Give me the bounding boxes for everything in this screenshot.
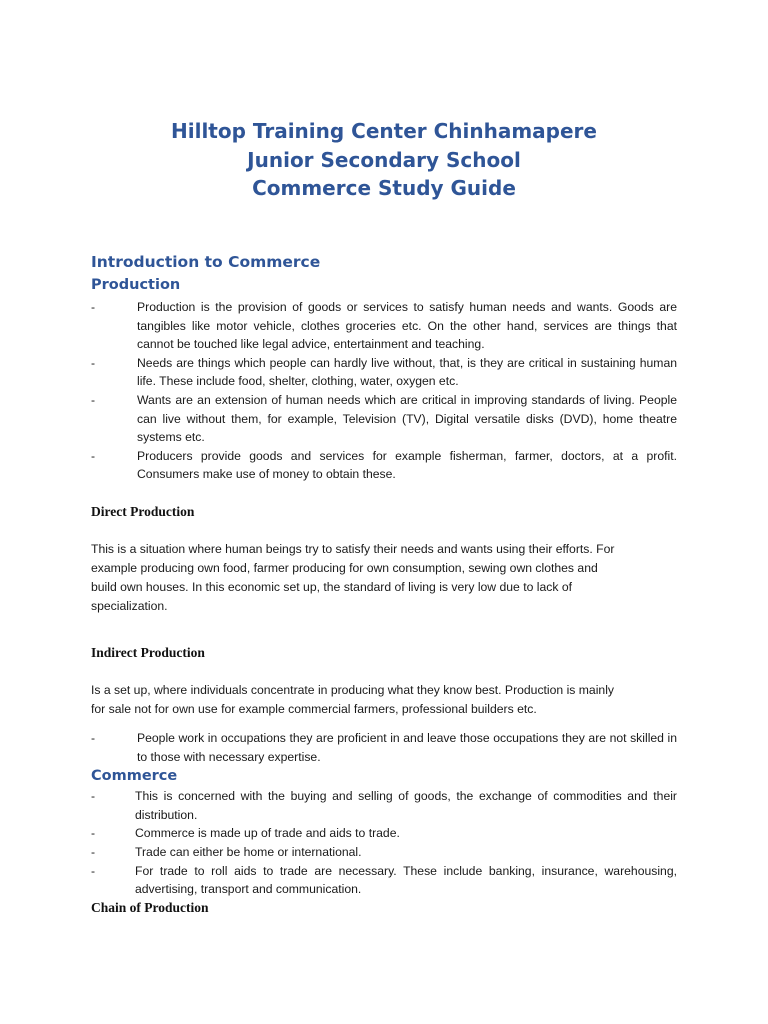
dash-bullet-icon: - <box>91 355 96 370</box>
paragraph-line: for sale not for own use for example commercial farmers, professional builders etc. <box>91 701 537 716</box>
document-body <box>91 251 677 917</box>
title-line-guide-name: Commerce Study Guide <box>252 176 516 200</box>
production-bullet-list <box>91 298 677 484</box>
list-item <box>91 862 677 899</box>
paragraph-line: build own houses. In this economic set up, the standard of living is very low due to lack of <box>91 579 572 594</box>
dash-bullet-icon: - <box>91 392 96 407</box>
dash-bullet-icon: - <box>91 730 96 745</box>
commerce-bullet-list <box>91 787 677 899</box>
paragraph-line: specialization. <box>91 598 168 613</box>
list-item <box>91 298 677 354</box>
heading-direct-production: Direct Production <box>91 503 195 519</box>
bullet-text: Production is the provision of goods or services to satisfy human needs and wants. Goods are tangibles like motor vehicle, clothes groceries etc. On the other hand, services are things that cannot be touched like legal advice, entertainment and teaching. <box>137 300 677 352</box>
list-item <box>91 447 677 484</box>
title-line-school-name: Hilltop Training Center Chinhamapere <box>171 119 597 143</box>
indirect-production-paragraph <box>91 681 651 719</box>
paragraph-line: example producing own food, farmer producing for own consumption, sewing own clothes and <box>91 560 598 575</box>
dash-bullet-icon: - <box>91 448 96 463</box>
heading-introduction-to-commerce: Introduction to Commerce <box>91 253 321 271</box>
dash-bullet-icon: - <box>91 789 96 804</box>
bullet-text: People work in occupations they are proficient in and leave those occupations they are not skilled in to those with necessary expertise. <box>137 730 677 764</box>
bullet-text: Producers provide goods and services for example fisherman, farmer, doctors, at a profit. Consumers make use of money to obtain these. <box>137 448 677 482</box>
heading-commerce: Commerce <box>91 768 178 785</box>
paragraph-line: Is a set up, where individuals concentrate in producing what they know best. Production is mainly <box>91 682 614 697</box>
paragraph-line: This is a situation where human beings try to satisfy their needs and wants using their efforts. For <box>91 541 615 556</box>
bullet-text: Commerce is made up of trade and aids to trade. <box>135 826 400 841</box>
heading-chain-of-production: Chain of Production <box>91 899 209 915</box>
bullet-text: Wants are an extension of human needs which are critical in improving standards of living. People can live without them, for example, Television (TV), Digital versatile disks (DVD), home theatre systems etc. <box>137 392 677 445</box>
document-title <box>0 117 768 203</box>
list-item <box>91 824 677 843</box>
direct-production-paragraph <box>91 540 651 616</box>
bullet-text: For trade to roll aids to trade are necessary. These include banking, insurance, warehousing, advertising, transport and communication. <box>135 863 677 897</box>
dash-bullet-icon: - <box>91 826 96 841</box>
list-item <box>91 391 677 447</box>
list-item <box>91 843 677 862</box>
bullet-text: Needs are things which people can hardly live without, that, is they are critical in sustaining human life. These include food, shelter, clothing, water, oxygen etc. <box>137 355 677 389</box>
dash-bullet-icon: - <box>91 844 96 859</box>
list-item <box>91 354 677 391</box>
list-item <box>91 787 677 824</box>
bullet-text: Trade can either be home or international. <box>135 844 362 859</box>
title-line-school-type: Junior Secondary School <box>247 147 521 172</box>
bullet-text: This is concerned with the buying and selling of goods, the exchange of commodities and their distribution. <box>135 789 677 822</box>
heading-indirect-production: Indirect Production <box>91 644 205 660</box>
dash-bullet-icon: - <box>91 863 96 878</box>
indirect-production-bullet-list <box>91 729 677 766</box>
dash-bullet-icon: - <box>91 300 96 314</box>
heading-production: Production <box>91 277 181 293</box>
list-item <box>91 729 677 766</box>
